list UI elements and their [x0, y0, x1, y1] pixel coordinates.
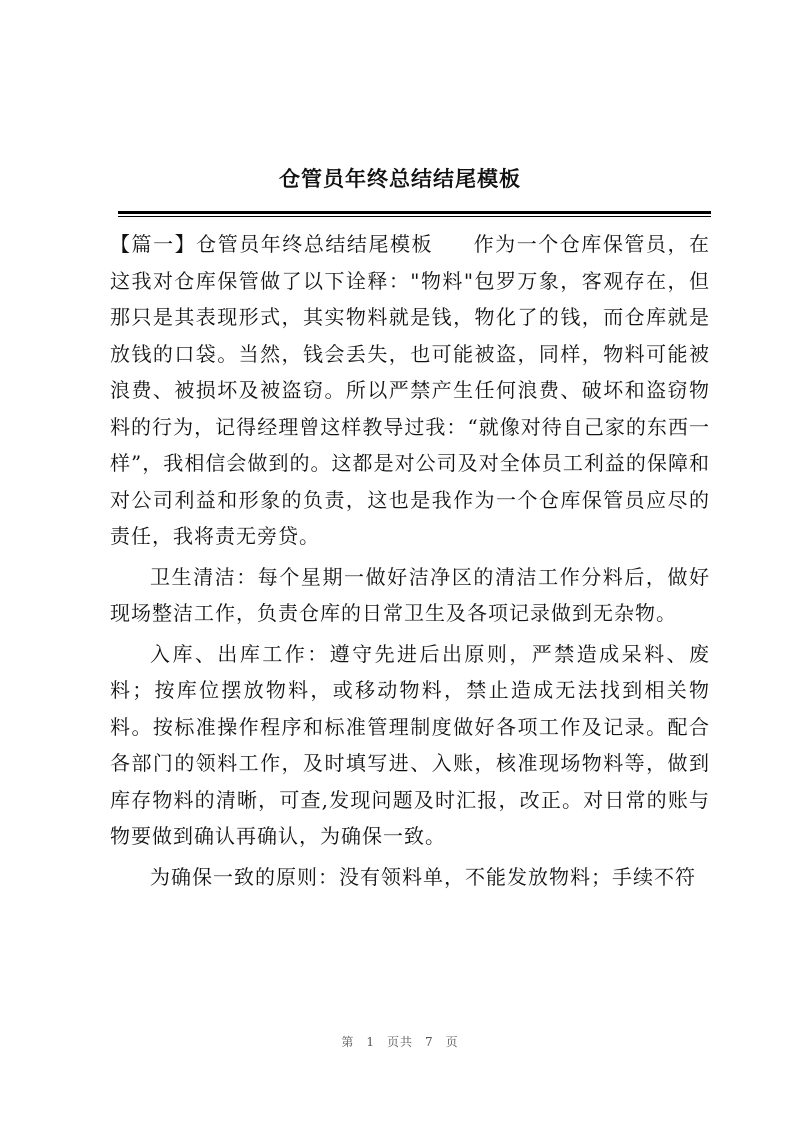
paragraph-hygiene: 卫生清洁：每个星期一做好洁净区的清洁工作分料后，做好现场整洁工作，负责仓库的日常卫生及各项记录做到无杂物。 [110, 564, 710, 625]
paragraph-intro [110, 226, 710, 555]
paragraph-consistency-principle: 为确保一致的原则：没有领料单，不能发放物料；手续不符 [150, 864, 696, 889]
paragraph-inbound-outbound: 入库、出库工作：遵守先进后出原则，严禁造成呆料、废料；按库位摆放物料，或移动物料，禁止造成无法找到相关物料。按标准操作程序和标准管理制度做好各项工作及记录。配合各部门的领料工作，及时填写进、入账，核准现场物料等，做到库存物料的清晰，可查,发现问题及时汇报，改正。对日常的账与物要做到确认再确认，为确保一致。 [110, 641, 710, 848]
footer-page-prefix: 第 [341, 1035, 355, 1049]
paragraph-text: 作为一个仓库保管员，在这我对仓库保管做了以下诠释："物料"包罗万象，客观存在，但那只是其表现形式，其实物料就是钱，物化了的钱，而仓库就是放钱的口袋。当然，钱会丢失，也可能被盗，同样，物料可能被浪费、被损坏及被盗窃。所以严禁产生任何浪费、破坏和盗窃物料的行为，记得经理曾这样教导过我：“就像对待自己家的东西一样”，我相信会做到的。这都是对公司及对全体员工利益的保障和对公司利益和形象的负责，这也是我作为一个仓库保管员应尽的责任，我将责无旁贷。 [110, 232, 711, 548]
document-body [110, 226, 710, 899]
footer-page-total: 7 [425, 1035, 434, 1049]
footer-page-mid: 页共 [386, 1035, 413, 1049]
page-footer [0, 1033, 800, 1050]
title-divider-thin [118, 216, 711, 217]
title-divider-thick [118, 211, 711, 214]
document-title: 仓管员年终总结结尾模板 [279, 167, 521, 191]
section-label: 【篇一】仓管员年终总结结尾模板 [110, 232, 434, 256]
footer-page-suffix: 页 [445, 1035, 459, 1049]
footer-page-number: 1 [366, 1035, 375, 1049]
